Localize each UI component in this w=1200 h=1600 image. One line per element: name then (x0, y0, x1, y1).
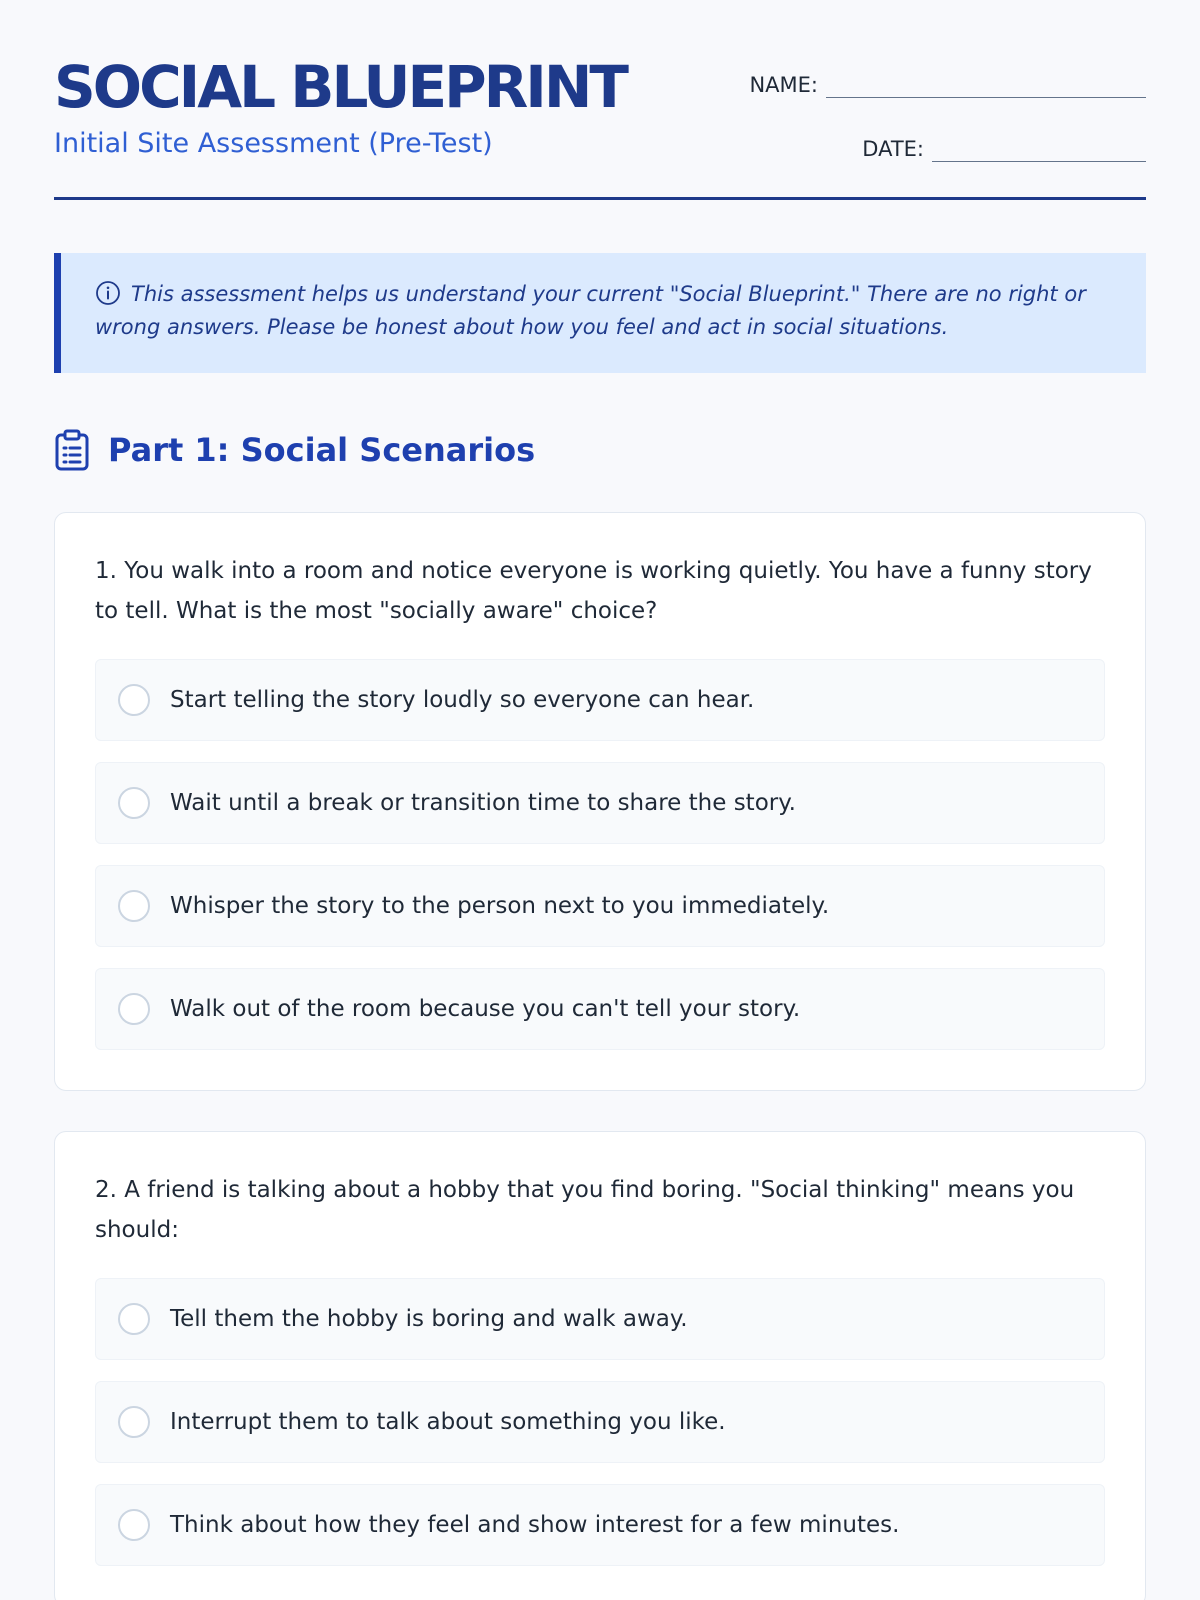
date-field[interactable] (862, 136, 1146, 162)
question-text: 1. You walk into a room and notice everyone is working quietly. You have a funny story to tell. What is the most "socially aware" choice? (95, 558, 1092, 624)
answer-option-label: Think about how they feel and show interest for a few minutes. (170, 1512, 900, 1538)
date-input-line[interactable] (932, 142, 1146, 162)
radio-button[interactable] (118, 890, 150, 922)
page-title: SOCIAL BLUEPRINT (54, 53, 626, 121)
date-label: DATE: (862, 137, 924, 161)
answer-option[interactable] (95, 1381, 1105, 1463)
page-subtitle: Initial Site Assessment (Pre-Test) (54, 128, 493, 159)
answer-option[interactable] (95, 762, 1105, 844)
clipboard-icon (54, 429, 90, 471)
name-field[interactable] (749, 72, 1146, 98)
radio-button[interactable] (118, 1509, 150, 1541)
answer-option-label: Interrupt them to talk about something you like. (170, 1409, 726, 1435)
answer-option-label: Wait until a break or transition time to share the story. (170, 790, 796, 816)
answer-option-label: Tell them the hobby is boring and walk away. (170, 1306, 688, 1332)
answer-option-label: Whisper the story to the person next to you immediately. (170, 893, 830, 919)
answer-option-label: Start telling the story loudly so everyone can hear. (170, 687, 755, 713)
answer-option[interactable] (95, 1278, 1105, 1360)
question-text: 2. A friend is talking about a hobby that you find boring. "Social thinking" means you should: (95, 1177, 1075, 1243)
info-circle-icon (95, 280, 121, 306)
radio-button[interactable] (118, 1303, 150, 1335)
section-heading (54, 428, 1146, 472)
name-label: NAME: (749, 73, 818, 97)
radio-button[interactable] (118, 1406, 150, 1438)
answer-option[interactable] (95, 659, 1105, 741)
radio-button[interactable] (118, 993, 150, 1025)
answer-option[interactable] (95, 968, 1105, 1050)
info-callout (54, 253, 1146, 373)
question-card-2 (54, 1131, 1146, 1600)
answer-option[interactable] (95, 865, 1105, 947)
radio-button[interactable] (118, 684, 150, 716)
radio-button[interactable] (118, 787, 150, 819)
info-text: This assessment helps us understand your current "Social Blueprint." There are no right or wrong answers. Please be honest about how you feel and act in social situations. (95, 282, 1086, 339)
section-title: Part 1: Social Scenarios (108, 431, 536, 469)
header (54, 0, 1146, 200)
answer-option-label: Walk out of the room because you can't tell your story. (170, 996, 801, 1022)
question-card-1 (54, 512, 1146, 1091)
answer-option[interactable] (95, 1484, 1105, 1566)
name-input-line[interactable] (826, 78, 1146, 98)
